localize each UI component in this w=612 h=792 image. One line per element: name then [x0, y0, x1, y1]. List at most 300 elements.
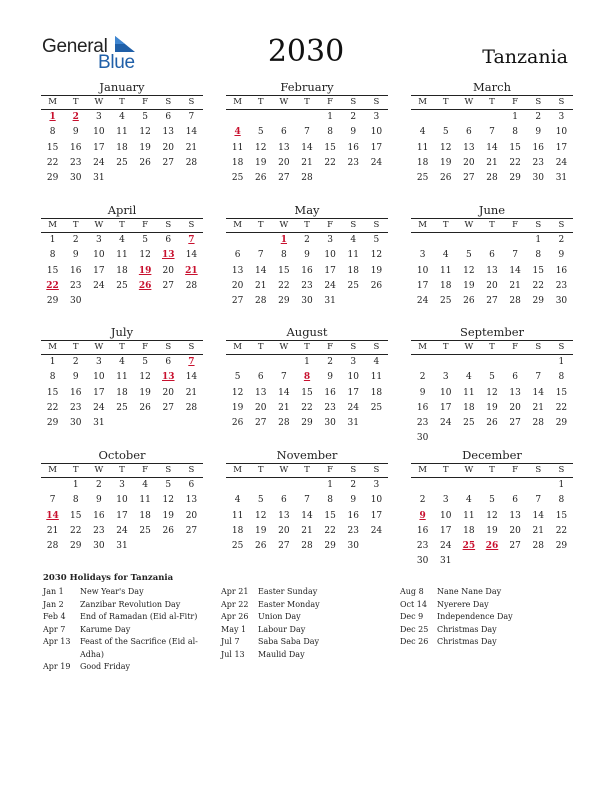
day-cell[interactable]: 10: [93, 127, 105, 138]
day-cell[interactable]: 15: [46, 142, 59, 153]
day-cell[interactable]: 27: [278, 541, 290, 552]
holiday-day-cell[interactable]: 1: [49, 112, 56, 122]
holiday-day-cell[interactable]: 26: [485, 541, 499, 552]
day-cell[interactable]: 30: [69, 296, 82, 307]
day-cell[interactable]: 5: [257, 127, 264, 138]
day-cell[interactable]: 7: [49, 495, 56, 506]
day-cell[interactable]: 28: [532, 541, 544, 552]
day-cell[interactable]: 11: [347, 250, 359, 261]
day-cell[interactable]: 10: [439, 510, 452, 521]
holiday-day-cell[interactable]: 8: [303, 372, 311, 383]
day-cell[interactable]: 23: [69, 402, 82, 413]
day-cell[interactable]: 24: [439, 418, 452, 429]
day-cell[interactable]: 18: [347, 265, 359, 276]
day-cell[interactable]: 10: [439, 387, 452, 398]
day-cell[interactable]: 3: [442, 372, 449, 383]
day-cell[interactable]: 6: [280, 127, 287, 138]
day-cell[interactable]: 6: [165, 112, 172, 122]
day-cell[interactable]: 12: [254, 142, 267, 153]
day-cell[interactable]: 20: [162, 265, 174, 276]
day-cell[interactable]: 17: [347, 387, 359, 398]
day-cell[interactable]: 16: [69, 265, 82, 276]
day-cell[interactable]: 20: [162, 142, 174, 153]
day-cell[interactable]: 4: [119, 112, 125, 122]
day-cell[interactable]: 13: [278, 510, 290, 521]
day-cell[interactable]: 30: [555, 296, 568, 307]
day-cell[interactable]: 27: [162, 280, 174, 291]
day-cell[interactable]: 1: [304, 357, 310, 367]
day-cell[interactable]: 16: [555, 265, 568, 276]
day-cell[interactable]: 17: [370, 510, 383, 521]
day-cell[interactable]: 19: [370, 265, 383, 276]
day-cell[interactable]: 15: [509, 142, 521, 153]
day-cell[interactable]: 15: [555, 510, 568, 521]
day-cell[interactable]: 31: [347, 418, 359, 429]
day-cell[interactable]: 22: [46, 157, 59, 168]
day-cell[interactable]: 4: [419, 127, 426, 138]
day-cell[interactable]: 8: [535, 250, 542, 261]
day-cell[interactable]: 15: [278, 265, 290, 276]
day-cell[interactable]: 26: [439, 173, 452, 184]
day-cell[interactable]: 7: [535, 495, 542, 506]
day-cell[interactable]: 12: [370, 250, 383, 261]
day-cell[interactable]: 21: [486, 157, 498, 168]
day-cell[interactable]: 6: [188, 480, 195, 490]
day-cell[interactable]: 14: [301, 142, 313, 153]
day-cell[interactable]: 23: [69, 157, 82, 168]
day-cell[interactable]: 31: [116, 541, 128, 552]
day-cell[interactable]: 28: [301, 541, 313, 552]
day-cell[interactable]: 14: [509, 265, 521, 276]
day-cell[interactable]: 25: [116, 157, 128, 168]
day-cell[interactable]: 24: [324, 280, 336, 291]
day-cell[interactable]: 30: [532, 173, 544, 184]
day-cell[interactable]: 20: [509, 402, 521, 413]
day-cell[interactable]: 29: [555, 418, 568, 429]
day-cell[interactable]: 25: [231, 173, 244, 184]
day-cell[interactable]: 11: [463, 510, 475, 521]
day-cell[interactable]: 4: [119, 357, 125, 367]
day-cell[interactable]: 24: [347, 402, 359, 413]
day-cell[interactable]: 30: [416, 556, 429, 567]
day-cell[interactable]: 16: [416, 525, 429, 536]
day-cell[interactable]: 22: [324, 525, 336, 536]
day-cell[interactable]: 1: [558, 480, 565, 490]
day-cell[interactable]: 26: [231, 418, 244, 429]
day-cell[interactable]: 3: [558, 112, 565, 122]
day-cell[interactable]: 24: [93, 402, 105, 413]
day-cell[interactable]: 23: [69, 280, 82, 291]
day-cell[interactable]: 30: [416, 433, 429, 444]
day-cell[interactable]: 7: [304, 127, 310, 138]
day-cell[interactable]: 14: [532, 510, 544, 521]
holiday-day-cell[interactable]: 4: [234, 127, 241, 138]
day-cell[interactable]: 5: [234, 372, 241, 383]
day-cell[interactable]: 28: [185, 157, 198, 168]
day-cell[interactable]: 28: [185, 280, 198, 291]
day-cell[interactable]: 27: [509, 418, 521, 429]
day-cell[interactable]: 30: [347, 541, 359, 552]
holiday-day-cell[interactable]: 2: [72, 112, 79, 122]
day-cell[interactable]: 14: [254, 265, 267, 276]
day-cell[interactable]: 3: [442, 495, 449, 506]
day-cell[interactable]: 9: [350, 495, 357, 506]
day-cell[interactable]: 3: [95, 357, 102, 367]
day-cell[interactable]: 19: [439, 157, 452, 168]
day-cell[interactable]: 13: [254, 387, 267, 398]
day-cell[interactable]: 16: [347, 142, 359, 153]
day-cell[interactable]: 4: [350, 235, 357, 245]
day-cell[interactable]: 2: [72, 235, 79, 245]
day-cell[interactable]: 5: [465, 250, 472, 261]
day-cell[interactable]: 17: [439, 525, 452, 536]
day-cell[interactable]: 13: [231, 265, 244, 276]
day-cell[interactable]: 21: [509, 280, 521, 291]
day-cell[interactable]: 20: [231, 280, 244, 291]
day-cell[interactable]: 14: [278, 387, 290, 398]
day-cell[interactable]: 20: [162, 387, 174, 398]
day-cell[interactable]: 7: [304, 495, 310, 506]
day-cell[interactable]: 16: [69, 142, 82, 153]
day-cell[interactable]: 2: [419, 495, 426, 506]
day-cell[interactable]: 26: [162, 525, 174, 536]
holiday-day-cell[interactable]: 13: [162, 372, 175, 383]
day-cell[interactable]: 29: [46, 418, 59, 429]
day-cell[interactable]: 11: [231, 142, 244, 153]
day-cell[interactable]: 12: [139, 250, 151, 261]
day-cell[interactable]: 12: [486, 510, 498, 521]
day-cell[interactable]: 31: [93, 418, 105, 429]
day-cell[interactable]: 20: [278, 525, 290, 536]
day-cell[interactable]: 27: [162, 402, 174, 413]
day-cell[interactable]: 19: [254, 525, 267, 536]
day-cell[interactable]: 9: [72, 372, 79, 383]
day-cell[interactable]: 14: [532, 387, 544, 398]
day-cell[interactable]: 18: [416, 157, 429, 168]
day-cell[interactable]: 11: [116, 372, 128, 383]
day-cell[interactable]: 19: [254, 157, 267, 168]
day-cell[interactable]: 26: [139, 402, 151, 413]
day-cell[interactable]: 21: [185, 387, 198, 398]
holiday-day-cell[interactable]: 19: [138, 265, 152, 276]
day-cell[interactable]: 15: [46, 387, 59, 398]
day-cell[interactable]: 8: [280, 250, 287, 261]
day-cell[interactable]: 3: [373, 112, 380, 122]
holiday-day-cell[interactable]: 7: [188, 357, 195, 367]
day-cell[interactable]: 18: [139, 510, 151, 521]
day-cell[interactable]: 19: [486, 525, 498, 536]
day-cell[interactable]: 22: [555, 525, 568, 536]
day-cell[interactable]: 10: [93, 250, 105, 261]
day-cell[interactable]: 21: [301, 157, 313, 168]
day-cell[interactable]: 28: [254, 296, 267, 307]
day-cell[interactable]: 14: [185, 372, 198, 383]
day-cell[interactable]: 2: [350, 480, 357, 490]
day-cell[interactable]: 28: [278, 418, 290, 429]
day-cell[interactable]: 2: [327, 357, 333, 367]
day-cell[interactable]: 27: [463, 173, 475, 184]
day-cell[interactable]: 24: [116, 525, 128, 536]
day-cell[interactable]: 14: [301, 510, 313, 521]
day-cell[interactable]: 25: [370, 402, 383, 413]
day-cell[interactable]: 10: [347, 372, 359, 383]
day-cell[interactable]: 25: [231, 541, 244, 552]
day-cell[interactable]: 28: [301, 173, 313, 184]
day-cell[interactable]: 20: [486, 280, 498, 291]
day-cell[interactable]: 25: [116, 402, 128, 413]
day-cell[interactable]: 13: [185, 495, 198, 506]
day-cell[interactable]: 10: [93, 372, 105, 383]
day-cell[interactable]: 26: [139, 157, 151, 168]
day-cell[interactable]: 9: [72, 127, 79, 138]
day-cell[interactable]: 23: [416, 541, 429, 552]
day-cell[interactable]: 16: [301, 265, 313, 276]
day-cell[interactable]: 13: [162, 127, 174, 138]
day-cell[interactable]: 19: [139, 387, 151, 398]
day-cell[interactable]: 10: [370, 127, 383, 138]
day-cell[interactable]: 24: [370, 525, 383, 536]
day-cell[interactable]: 5: [489, 495, 495, 506]
day-cell[interactable]: 23: [347, 157, 359, 168]
day-cell[interactable]: 5: [489, 372, 495, 383]
day-cell[interactable]: 14: [486, 142, 498, 153]
day-cell[interactable]: 3: [419, 250, 426, 261]
day-cell[interactable]: 10: [416, 265, 429, 276]
day-cell[interactable]: 12: [139, 127, 151, 138]
holiday-day-cell[interactable]: 22: [46, 280, 59, 291]
day-cell[interactable]: 13: [486, 265, 498, 276]
day-cell[interactable]: 14: [185, 250, 198, 261]
day-cell[interactable]: 21: [278, 402, 290, 413]
day-cell[interactable]: 7: [489, 127, 495, 138]
day-cell[interactable]: 7: [535, 372, 542, 383]
holiday-day-cell[interactable]: 13: [162, 250, 175, 261]
day-cell[interactable]: 31: [439, 556, 452, 567]
day-cell[interactable]: 22: [555, 402, 568, 413]
day-cell[interactable]: 8: [72, 495, 79, 506]
day-cell[interactable]: 17: [116, 510, 128, 521]
day-cell[interactable]: 29: [46, 296, 59, 307]
day-cell[interactable]: 15: [69, 510, 82, 521]
day-cell[interactable]: 6: [512, 495, 518, 506]
holiday-day-cell[interactable]: 7: [188, 235, 195, 245]
day-cell[interactable]: 12: [139, 372, 151, 383]
day-cell[interactable]: 29: [46, 173, 59, 184]
day-cell[interactable]: 25: [463, 418, 475, 429]
day-cell[interactable]: 19: [231, 402, 244, 413]
day-cell[interactable]: 5: [442, 127, 449, 138]
day-cell[interactable]: 24: [93, 280, 105, 291]
day-cell[interactable]: 27: [231, 296, 244, 307]
day-cell[interactable]: 12: [231, 387, 244, 398]
day-cell[interactable]: 9: [327, 372, 333, 383]
day-cell[interactable]: 2: [535, 112, 542, 122]
day-cell[interactable]: 6: [280, 495, 287, 506]
day-cell[interactable]: 18: [116, 387, 128, 398]
day-cell[interactable]: 23: [416, 418, 429, 429]
day-cell[interactable]: 30: [69, 418, 82, 429]
day-cell[interactable]: 16: [347, 510, 359, 521]
day-cell[interactable]: 14: [185, 127, 198, 138]
day-cell[interactable]: 21: [301, 525, 313, 536]
day-cell[interactable]: 26: [463, 296, 475, 307]
day-cell[interactable]: 23: [555, 280, 568, 291]
day-cell[interactable]: 8: [327, 495, 333, 506]
day-cell[interactable]: 4: [142, 480, 148, 490]
holiday-day-cell[interactable]: 26: [138, 280, 152, 291]
day-cell[interactable]: 2: [558, 235, 565, 245]
day-cell[interactable]: 16: [532, 142, 544, 153]
day-cell[interactable]: 10: [555, 127, 568, 138]
day-cell[interactable]: 23: [532, 157, 544, 168]
day-cell[interactable]: 31: [555, 173, 568, 184]
day-cell[interactable]: 11: [439, 265, 452, 276]
day-cell[interactable]: 22: [46, 402, 59, 413]
day-cell[interactable]: 25: [439, 296, 452, 307]
day-cell[interactable]: 30: [69, 173, 82, 184]
day-cell[interactable]: 27: [509, 541, 521, 552]
day-cell[interactable]: 6: [165, 235, 172, 245]
day-cell[interactable]: 11: [463, 387, 475, 398]
day-cell[interactable]: 22: [301, 402, 313, 413]
day-cell[interactable]: 4: [442, 250, 449, 261]
day-cell[interactable]: 27: [185, 525, 198, 536]
day-cell[interactable]: 3: [119, 480, 125, 490]
day-cell[interactable]: 3: [373, 480, 380, 490]
day-cell[interactable]: 26: [254, 173, 267, 184]
day-cell[interactable]: 1: [72, 480, 79, 490]
day-cell[interactable]: 25: [347, 280, 359, 291]
day-cell[interactable]: 20: [278, 157, 290, 168]
day-cell[interactable]: 6: [489, 250, 495, 261]
day-cell[interactable]: 29: [509, 173, 521, 184]
day-cell[interactable]: 18: [370, 387, 383, 398]
day-cell[interactable]: 5: [165, 480, 172, 490]
day-cell[interactable]: 18: [116, 142, 128, 153]
day-cell[interactable]: 26: [370, 280, 383, 291]
day-cell[interactable]: 3: [95, 235, 102, 245]
day-cell[interactable]: 10: [324, 250, 336, 261]
day-cell[interactable]: 31: [93, 173, 105, 184]
day-cell[interactable]: 17: [370, 142, 383, 153]
day-cell[interactable]: 18: [463, 525, 475, 536]
day-cell[interactable]: 25: [139, 525, 151, 536]
day-cell[interactable]: 28: [532, 418, 544, 429]
day-cell[interactable]: 12: [463, 265, 475, 276]
day-cell[interactable]: 15: [301, 387, 313, 398]
day-cell[interactable]: 17: [555, 142, 568, 153]
day-cell[interactable]: 20: [185, 510, 198, 521]
day-cell[interactable]: 21: [532, 402, 544, 413]
day-cell[interactable]: 11: [116, 250, 128, 261]
day-cell[interactable]: 21: [46, 525, 59, 536]
day-cell[interactable]: 27: [162, 157, 174, 168]
day-cell[interactable]: 16: [416, 402, 429, 413]
day-cell[interactable]: 7: [280, 372, 287, 383]
day-cell[interactable]: 4: [119, 235, 125, 245]
day-cell[interactable]: 11: [139, 495, 151, 506]
day-cell[interactable]: 28: [486, 173, 498, 184]
day-cell[interactable]: 22: [509, 157, 521, 168]
day-cell[interactable]: 5: [257, 495, 264, 506]
day-cell[interactable]: 12: [486, 387, 498, 398]
day-cell[interactable]: 5: [142, 112, 148, 122]
day-cell[interactable]: 18: [231, 525, 244, 536]
day-cell[interactable]: 23: [324, 402, 336, 413]
day-cell[interactable]: 6: [512, 372, 518, 383]
day-cell[interactable]: 18: [116, 265, 128, 276]
day-cell[interactable]: 8: [49, 372, 56, 383]
day-cell[interactable]: 28: [509, 296, 521, 307]
day-cell[interactable]: 27: [486, 296, 498, 307]
day-cell[interactable]: 30: [324, 418, 336, 429]
day-cell[interactable]: 21: [532, 525, 544, 536]
day-cell[interactable]: 12: [439, 142, 452, 153]
day-cell[interactable]: 5: [142, 357, 148, 367]
day-cell[interactable]: 19: [162, 510, 174, 521]
day-cell[interactable]: 25: [416, 173, 429, 184]
day-cell[interactable]: 16: [69, 387, 82, 398]
day-cell[interactable]: 2: [95, 480, 102, 490]
day-cell[interactable]: 24: [93, 157, 105, 168]
day-cell[interactable]: 27: [254, 418, 267, 429]
day-cell[interactable]: 11: [416, 142, 429, 153]
day-cell[interactable]: 10: [116, 495, 128, 506]
day-cell[interactable]: 17: [324, 265, 336, 276]
day-cell[interactable]: 3: [350, 357, 357, 367]
day-cell[interactable]: 28: [185, 402, 198, 413]
day-cell[interactable]: 30: [93, 541, 105, 552]
day-cell[interactable]: 21: [254, 280, 267, 291]
day-cell[interactable]: 15: [324, 510, 336, 521]
day-cell[interactable]: 9: [558, 250, 565, 261]
day-cell[interactable]: 15: [532, 265, 544, 276]
day-cell[interactable]: 18: [439, 280, 452, 291]
day-cell[interactable]: 22: [69, 525, 82, 536]
day-cell[interactable]: 24: [555, 157, 568, 168]
day-cell[interactable]: 13: [278, 142, 290, 153]
day-cell[interactable]: 11: [116, 127, 128, 138]
day-cell[interactable]: 9: [350, 127, 357, 138]
holiday-day-cell[interactable]: 21: [185, 265, 198, 276]
day-cell[interactable]: 22: [532, 280, 544, 291]
day-cell[interactable]: 8: [327, 127, 333, 138]
day-cell[interactable]: 24: [370, 157, 383, 168]
holiday-day-cell[interactable]: 9: [419, 510, 426, 521]
day-cell[interactable]: 9: [72, 250, 79, 261]
day-cell[interactable]: 29: [278, 296, 290, 307]
day-cell[interactable]: 1: [558, 357, 565, 367]
day-cell[interactable]: 13: [509, 510, 521, 521]
day-cell[interactable]: 16: [93, 510, 105, 521]
day-cell[interactable]: 1: [49, 235, 56, 245]
day-cell[interactable]: 17: [93, 387, 105, 398]
day-cell[interactable]: 1: [327, 480, 333, 490]
day-cell[interactable]: 2: [304, 235, 310, 245]
day-cell[interactable]: 1: [512, 112, 518, 122]
day-cell[interactable]: 29: [324, 541, 336, 552]
day-cell[interactable]: 6: [257, 372, 264, 383]
day-cell[interactable]: 4: [373, 357, 380, 367]
day-cell[interactable]: 19: [139, 142, 151, 153]
day-cell[interactable]: 21: [185, 142, 198, 153]
day-cell[interactable]: 27: [278, 173, 290, 184]
day-cell[interactable]: 15: [46, 265, 59, 276]
day-cell[interactable]: 2: [350, 112, 357, 122]
holiday-day-cell[interactable]: 25: [462, 541, 476, 552]
day-cell[interactable]: 7: [188, 112, 195, 122]
day-cell[interactable]: 29: [555, 541, 568, 552]
